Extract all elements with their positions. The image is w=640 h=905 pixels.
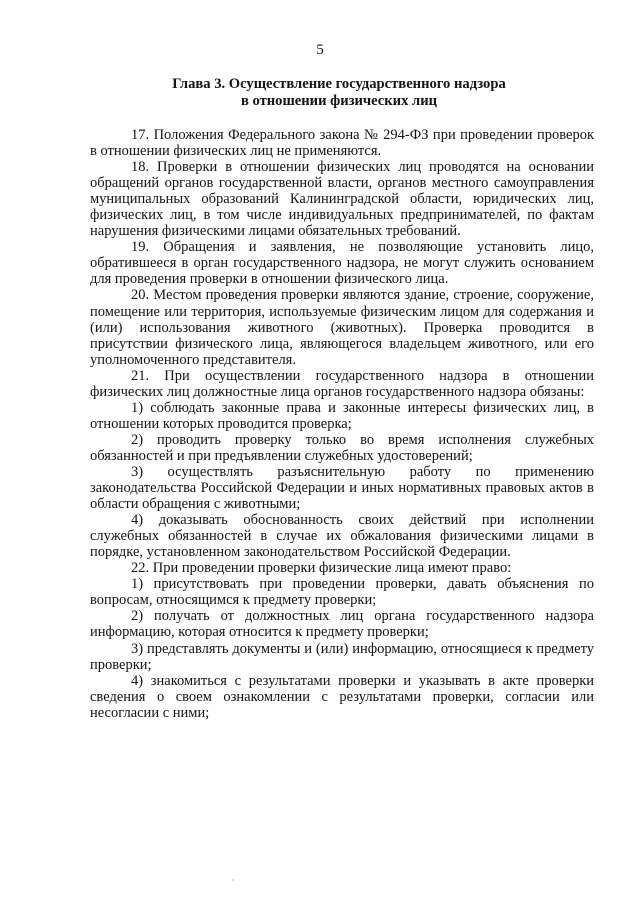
document-body	[90, 127, 594, 721]
list-item-22-2: 2) получать от должностных лиц органа государственного надзора информацию, которая относится к предмету проверки;	[90, 608, 594, 641]
list-item-22-4: 4) знакомиться с результатами проверки и указывать в акте проверки сведения о своем ознакомлении с результатами проверки, согласии или несогласии с ними;	[90, 672, 594, 721]
list-item-21-4: 4) доказывать обоснованность своих действий при исполнении служебных обязанностей в случае их обжалования физическими лицами в порядке, установленном законодательством Российской Федерации.	[90, 512, 594, 561]
chapter-heading-line-2: в отношении физических лиц	[240, 93, 438, 109]
paragraph-21: 21. При осуществлении государственного надзора в отношении физических лиц должностные лица органов государственного надзора обязаны:	[90, 367, 594, 400]
scan-speck	[232, 879, 234, 881]
page-number: 5	[316, 42, 324, 58]
chapter-heading	[90, 76, 588, 110]
list-item-21-1: 1) соблюдать законные права и законные интересы физических лиц, в отношении которых проводится проверка;	[90, 399, 594, 432]
paragraph-20: 20. Местом проведения проверки являются здание, строение, сооружение, помещение или территория, используемые физическим лицом для содержания и (или) использования животного (животных). Проверка проводится в присутствии физического лица, являющегося владельцем животного, или его уполномоченного представителя.	[90, 287, 594, 368]
paragraph-19: 19. Обращения и заявления, не позволяющие установить лицо, обратившееся в орган государственного надзора, не могут служить основанием для проведения проверки в отношении физического лица.	[90, 239, 594, 288]
list-item-21-3: 3) осуществлять разъяснительную работу по применению законодательства Российской Федерации и иных нормативных правовых актов в области обращения с животными;	[90, 463, 594, 513]
paragraph-17: 17. Положения Федерального закона № 294-ФЗ при проведении проверок в отношении физических лиц не применяются.	[90, 127, 594, 160]
list-item-22-3: 3) представлять документы и (или) информацию, относящиеся к предмету проверки;	[90, 640, 594, 673]
list-item-22-1: 1) присутствовать при проведении проверки, давать объяснения по вопросам, относящимся к предмету проверки;	[90, 576, 594, 609]
paragraph-22: 22. При проведении проверки физические лица имеют право:	[131, 560, 512, 577]
chapter-heading-line-1: Глава 3. Осуществление государственного надзора	[172, 76, 506, 92]
list-item-21-2: 2) проводить проверку только во время исполнения служебных обязанностей и при предъявлении служебных удостоверений;	[90, 431, 594, 464]
paragraph-18: 18. Проверки в отношении физических лиц проводятся на основании обращений органов государственной власти, органов местного самоуправления муниципальных образований Калининградской области, юридических лиц, физических лиц, в том числе индивидуальных предпринимателей, по фактам нарушения физическими лицами обязательных требований.	[90, 159, 594, 240]
